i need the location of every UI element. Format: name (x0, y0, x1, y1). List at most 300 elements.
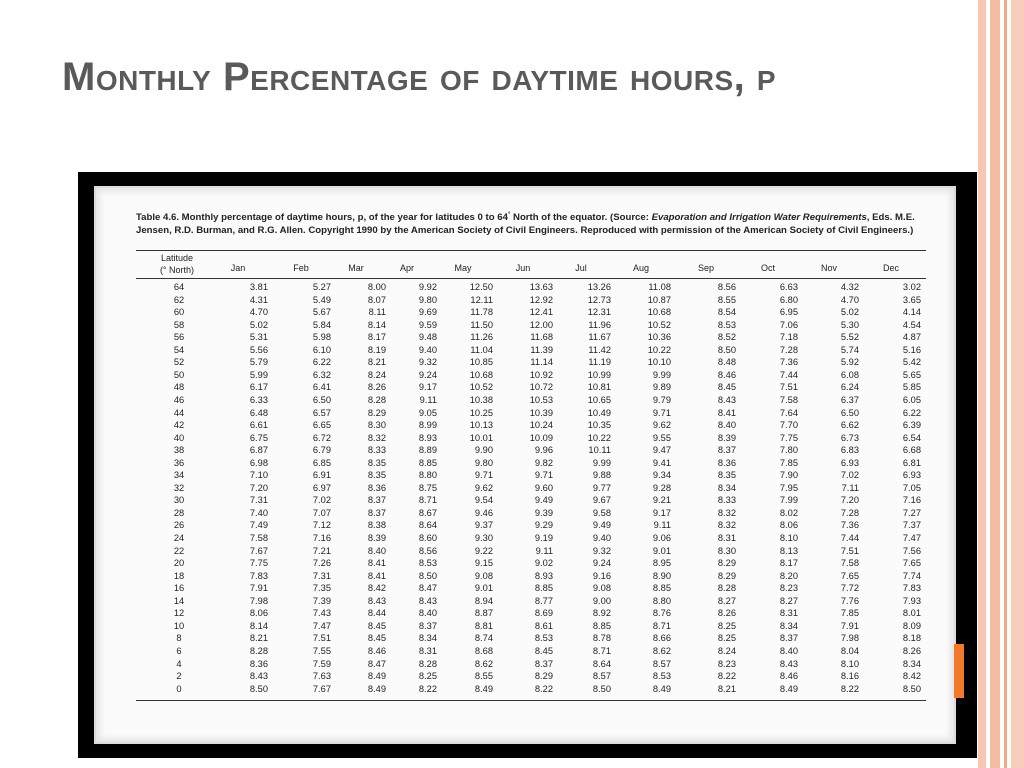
value-cell: 8.26 (367, 382, 386, 393)
value-cell: 9.39 (534, 507, 553, 518)
latitude-cell: 42 (173, 420, 185, 431)
table-row (136, 508, 926, 520)
value-cell: 6.24 (840, 382, 859, 393)
value-cell: 7.75 (249, 558, 268, 569)
value-cell: 6.57 (312, 407, 331, 418)
value-cell: 8.36 (367, 482, 386, 493)
value-cell: 7.36 (779, 357, 798, 368)
value-cell: 5.84 (312, 319, 331, 330)
value-cell: 8.22 (534, 683, 553, 694)
value-cell: 6.93 (840, 457, 859, 468)
value-cell: 9.37 (474, 520, 493, 531)
value-cell: 4.32 (840, 282, 859, 292)
value-cell: 8.26 (902, 645, 921, 656)
value-cell: 7.58 (779, 394, 798, 405)
value-cell: 9.30 (474, 533, 493, 543)
value-cell: 5.92 (840, 357, 859, 368)
value-cell: 12.11 (470, 294, 493, 305)
month-header: Jan (230, 263, 246, 273)
value-cell: 8.16 (840, 671, 859, 682)
value-cell: 8.45 (717, 382, 736, 393)
value-cell: 4.87 (902, 332, 921, 343)
table-row (136, 520, 926, 532)
value-cell: 8.40 (418, 608, 437, 619)
value-cell: 7.18 (779, 332, 798, 343)
value-cell: 7.56 (902, 545, 921, 556)
value-cell: 8.36 (717, 457, 736, 468)
latitude-cell: 44 (173, 407, 185, 418)
month-header: Dec (882, 263, 899, 273)
caption-lead: Table 4.6. (136, 212, 180, 224)
value-cell: 8.20 (779, 570, 798, 581)
value-cell: 8.06 (779, 520, 798, 531)
table-row (136, 282, 926, 294)
value-cell: 11.04 (470, 344, 493, 355)
value-cell: 8.41 (717, 407, 736, 418)
value-cell: 10.99 (587, 369, 611, 380)
value-cell: 9.71 (474, 470, 493, 481)
value-cell: 5.30 (840, 319, 859, 330)
value-cell: 5.65 (902, 369, 921, 380)
value-cell: 8.31 (418, 645, 437, 656)
value-cell: 7.91 (840, 620, 859, 631)
latitude-header (142, 252, 212, 276)
value-cell: 9.48 (418, 332, 437, 343)
value-cell: 11.78 (470, 307, 493, 318)
value-cell: 7.26 (312, 558, 331, 569)
value-cell: 8.45 (534, 645, 553, 656)
value-cell: 8.21 (717, 683, 736, 694)
table-row (136, 633, 926, 645)
value-cell: 8.35 (367, 470, 386, 481)
latitude-cell: 48 (173, 382, 185, 393)
value-cell: 9.02 (534, 558, 553, 569)
value-cell: 7.11 (841, 482, 859, 493)
value-cell: 7.65 (840, 570, 859, 581)
value-cell: 8.27 (779, 595, 798, 606)
value-cell: 5.98 (312, 332, 331, 343)
value-cell: 8.29 (717, 570, 736, 581)
value-cell: 8.99 (418, 420, 437, 431)
value-cell: 8.21 (249, 633, 268, 644)
value-cell: 8.32 (717, 507, 736, 518)
value-cell: 11.68 (530, 332, 553, 343)
value-cell: 7.05 (902, 482, 921, 493)
value-cell: 9.40 (592, 533, 611, 543)
value-cell: 8.25 (717, 620, 736, 631)
table-image-frame (78, 172, 977, 758)
value-cell: 8.41 (367, 558, 386, 569)
value-cell: 8.87 (474, 608, 493, 619)
value-cell: 6.97 (312, 482, 331, 493)
table-row (136, 370, 926, 382)
value-cell: 12.00 (529, 319, 553, 330)
value-cell: 7.80 (779, 445, 798, 456)
value-cell: 9.11 (419, 394, 437, 405)
value-cell: 9.77 (592, 482, 611, 493)
table-row (136, 445, 926, 457)
latitude-cell: 0 (176, 683, 182, 694)
value-cell: 8.50 (717, 344, 736, 355)
accent-mark (954, 644, 964, 698)
value-cell: 8.28 (367, 394, 386, 405)
value-cell: 8.75 (418, 482, 437, 493)
value-cell: 7.65 (902, 558, 921, 569)
value-cell: 8.49 (779, 683, 798, 694)
value-cell: 8.60 (418, 533, 437, 543)
value-cell: 8.30 (717, 545, 736, 556)
value-cell: 8.49 (367, 671, 386, 682)
value-cell: 8.50 (902, 683, 921, 694)
value-cell: 5.27 (312, 282, 331, 292)
table-row (136, 345, 926, 357)
value-cell: 7.47 (902, 533, 921, 543)
value-cell: 6.50 (840, 407, 859, 418)
value-cell: 8.62 (652, 645, 671, 656)
value-cell: 8.28 (717, 583, 736, 594)
latitude-cell: 56 (173, 332, 185, 343)
value-cell: 8.35 (367, 457, 386, 468)
value-cell: 8.37 (367, 507, 386, 518)
decor-stripe (990, 0, 1000, 768)
value-cell: 6.61 (249, 420, 268, 431)
value-cell: 8.09 (902, 620, 921, 631)
value-cell: 8.07 (367, 294, 386, 305)
value-cell: 3.81 (249, 282, 268, 292)
decor-stripe (1004, 0, 1007, 768)
value-cell: 5.99 (249, 369, 268, 380)
value-cell: 8.34 (779, 620, 798, 631)
value-cell: 8.22 (840, 683, 859, 694)
value-cell: 8.49 (367, 683, 386, 694)
value-cell: 8.39 (717, 432, 736, 443)
value-cell: 8.31 (779, 608, 798, 619)
value-cell: 9.67 (592, 495, 611, 506)
value-cell: 6.22 (312, 357, 331, 368)
value-cell: 4.70 (249, 307, 268, 318)
value-cell: 8.42 (367, 583, 386, 594)
value-cell: 7.31 (312, 570, 331, 581)
value-cell: 8.34 (717, 482, 736, 493)
value-cell: 9.22 (474, 545, 493, 556)
month-header: Mar (348, 263, 364, 273)
value-cell: 8.90 (652, 570, 671, 581)
value-cell: 10.22 (647, 344, 671, 355)
value-cell: 8.27 (717, 595, 736, 606)
value-cell: 7.12 (312, 520, 331, 531)
table-row (136, 458, 926, 470)
month-header: Apr (399, 263, 414, 273)
value-cell: 8.46 (717, 369, 736, 380)
table-top-rule (136, 250, 926, 251)
value-cell: 12.31 (587, 307, 611, 318)
value-cell: 5.79 (249, 357, 268, 368)
value-cell: 8.22 (717, 671, 736, 682)
value-cell: 7.27 (902, 507, 921, 518)
value-cell: 8.56 (717, 282, 736, 292)
latitude-cell: 30 (173, 495, 185, 506)
table-row (136, 320, 926, 332)
value-cell: 8.48 (717, 357, 736, 368)
value-cell: 6.68 (902, 445, 921, 456)
latitude-header-line: Latitude (160, 253, 194, 263)
table-row (136, 621, 926, 633)
value-cell: 7.49 (249, 520, 268, 531)
value-cell: 10.72 (529, 382, 553, 393)
value-cell: 8.85 (534, 583, 553, 594)
value-cell: 8.76 (652, 608, 671, 619)
table-row (136, 646, 926, 658)
value-cell: 5.49 (312, 294, 331, 305)
value-cell: 8.02 (779, 507, 798, 518)
table-caption (136, 209, 936, 237)
value-cell: 9.60 (534, 482, 553, 493)
value-cell: 9.41 (652, 457, 671, 468)
value-cell: 8.92 (592, 608, 611, 619)
value-cell: 8.37 (717, 445, 736, 456)
value-cell: 7.59 (312, 658, 331, 669)
value-cell: 9.92 (418, 282, 437, 292)
value-cell: 6.98 (249, 457, 268, 468)
value-cell: 5.16 (902, 344, 921, 355)
value-cell: 8.30 (367, 420, 386, 431)
value-cell: 9.54 (474, 495, 493, 506)
value-cell: 8.29 (367, 407, 386, 418)
value-cell: 7.51 (312, 633, 331, 644)
value-cell: 8.71 (652, 620, 671, 631)
value-cell: 9.21 (652, 495, 671, 506)
value-cell: 8.47 (367, 658, 386, 669)
value-cell: 5.67 (312, 307, 331, 318)
latitude-cell: 40 (173, 432, 185, 443)
table-row (136, 684, 926, 696)
value-cell: 7.07 (312, 507, 331, 518)
value-cell: 8.66 (652, 633, 671, 644)
value-cell: 8.71 (418, 495, 437, 506)
value-cell: 6.91 (312, 470, 331, 481)
value-cell: 8.64 (592, 658, 611, 669)
value-cell: 7.06 (779, 319, 798, 330)
value-cell: 9.11 (535, 545, 553, 556)
value-cell: 7.99 (779, 495, 798, 506)
value-cell: 9.24 (418, 369, 437, 380)
value-cell: 10.10 (647, 357, 671, 368)
value-cell: 6.50 (312, 394, 331, 405)
value-cell: 3.65 (902, 294, 921, 305)
caption-text: North of the equator. (Source: (510, 212, 652, 224)
value-cell: 8.38 (367, 520, 386, 531)
value-cell: 7.63 (312, 671, 331, 682)
value-cell: 8.33 (717, 495, 736, 506)
value-cell: 7.91 (249, 583, 268, 594)
value-cell: 8.49 (474, 683, 493, 694)
latitude-cell: 46 (173, 394, 185, 405)
value-cell: 6.75 (249, 432, 268, 443)
value-cell: 6.39 (902, 420, 921, 431)
caption-text: Monthly percentage of daytime hours, p, of the year for latitudes 0 to 64 (179, 212, 508, 224)
value-cell: 8.43 (717, 394, 736, 405)
value-cell: 7.58 (840, 558, 859, 569)
value-cell: 8.57 (592, 671, 611, 682)
value-cell: 8.29 (717, 558, 736, 569)
value-cell: 10.85 (469, 357, 493, 368)
value-cell: 8.55 (717, 294, 736, 305)
value-cell: 11.42 (588, 344, 611, 355)
value-cell: 10.92 (529, 369, 553, 380)
latitude-cell: 52 (173, 357, 185, 368)
value-cell: 3.02 (902, 282, 921, 292)
value-cell: 8.23 (717, 658, 736, 669)
value-cell: 9.62 (652, 420, 671, 431)
value-cell: 8.23 (779, 583, 798, 594)
value-cell: 10.49 (587, 407, 611, 418)
value-cell: 10.87 (647, 294, 671, 305)
value-cell: 8.43 (779, 658, 798, 669)
table-bottom-rule (136, 700, 926, 701)
value-cell: 13.26 (587, 282, 611, 292)
value-cell: 6.63 (779, 282, 798, 292)
value-cell: 8.47 (418, 583, 437, 594)
value-cell: 8.53 (652, 671, 671, 682)
value-cell: 9.99 (592, 457, 611, 468)
value-cell: 10.52 (469, 382, 493, 393)
value-cell: 8.85 (418, 457, 437, 468)
value-cell: 5.31 (249, 332, 268, 343)
latitude-cell: 24 (173, 533, 185, 543)
value-cell: 8.57 (652, 658, 671, 669)
value-cell: 9.01 (652, 545, 671, 556)
value-cell: 8.81 (474, 620, 493, 631)
month-header: Sep (697, 263, 714, 273)
latitude-cell: 22 (173, 545, 185, 556)
value-cell: 8.14 (249, 620, 268, 631)
value-cell: 9.17 (418, 382, 437, 393)
value-cell: 8.10 (779, 533, 798, 543)
value-cell: 7.16 (312, 533, 331, 543)
value-cell: 6.62 (840, 420, 859, 431)
value-cell: 8.44 (367, 608, 386, 619)
value-cell: 8.68 (474, 645, 493, 656)
value-cell: 9.32 (592, 545, 611, 556)
value-cell: 8.00 (367, 282, 386, 292)
value-cell: 12.41 (529, 307, 553, 318)
value-cell: 6.85 (312, 457, 331, 468)
value-cell: 9.89 (652, 382, 671, 393)
month-header: Oct (760, 263, 775, 273)
latitude-cell: 58 (173, 319, 185, 330)
value-cell: 8.28 (418, 658, 437, 669)
value-cell: 10.52 (647, 319, 671, 330)
value-cell: 11.67 (588, 332, 611, 343)
value-cell: 7.95 (779, 482, 798, 493)
value-cell: 7.93 (902, 595, 921, 606)
value-cell: 9.08 (592, 583, 611, 594)
value-cell: 8.06 (249, 608, 268, 619)
value-cell: 10.35 (587, 420, 611, 431)
value-cell: 8.24 (367, 369, 386, 380)
value-cell: 8.04 (840, 645, 859, 656)
latitude-cell: 4 (176, 658, 182, 669)
value-cell: 7.85 (840, 608, 859, 619)
caption-degree: ° (507, 212, 511, 218)
month-header: Aug (632, 263, 649, 273)
value-cell: 10.11 (588, 445, 611, 456)
value-cell: 11.19 (588, 357, 611, 368)
value-cell: 8.45 (367, 633, 386, 644)
value-cell: 7.75 (779, 432, 798, 443)
value-cell: 7.02 (840, 470, 859, 481)
slide-title: Monthly Percentage of daytime hours, p (62, 55, 777, 99)
value-cell: 8.26 (717, 608, 736, 619)
value-cell: 9.49 (534, 495, 553, 506)
table-row (136, 495, 926, 507)
value-cell: 7.76 (840, 595, 859, 606)
value-cell: 8.53 (717, 319, 736, 330)
value-cell: 8.95 (652, 558, 671, 569)
value-cell: 7.83 (249, 570, 268, 581)
caption-text: , Eds. M.E. Jensen, R.D. Burman, and R.G. Allen. Copyright 1990 by the American Society of Civil Engineers. Reproduced with permission of the American Society of Civil Engineers.) (136, 212, 915, 237)
value-cell: 7.28 (779, 344, 798, 355)
latitude-cell: 14 (173, 595, 185, 606)
value-cell: 7.98 (840, 633, 859, 644)
value-cell: 8.39 (367, 533, 386, 543)
value-cell: 8.17 (367, 332, 386, 343)
value-cell: 10.38 (469, 394, 493, 405)
value-cell: 7.47 (312, 620, 331, 631)
value-cell: 6.79 (312, 445, 331, 456)
value-cell: 8.85 (592, 620, 611, 631)
value-cell: 8.25 (717, 633, 736, 644)
value-cell: 8.78 (592, 633, 611, 644)
value-cell: 8.34 (902, 658, 921, 669)
value-cell: 10.68 (647, 307, 671, 318)
value-cell: 7.39 (312, 595, 331, 606)
value-cell: 8.45 (367, 620, 386, 631)
value-cell: 9.69 (418, 307, 437, 318)
value-cell: 8.37 (534, 658, 553, 669)
value-cell: 8.37 (367, 495, 386, 506)
value-cell: 7.74 (902, 570, 921, 581)
value-cell: 8.46 (367, 645, 386, 656)
value-cell: 9.71 (652, 407, 671, 418)
value-cell: 6.81 (902, 457, 921, 468)
latitude-cell: 2 (176, 671, 182, 682)
value-cell: 7.21 (312, 545, 331, 556)
value-cell: 8.64 (418, 520, 437, 531)
value-cell: 8.37 (779, 633, 798, 644)
value-cell: 10.22 (587, 432, 611, 443)
value-cell: 9.71 (534, 470, 553, 481)
value-cell: 8.21 (367, 357, 386, 368)
month-header: Feb (293, 263, 309, 273)
value-cell: 8.18 (902, 633, 921, 644)
table-row (136, 307, 926, 319)
value-cell: 8.43 (249, 671, 268, 682)
value-cell: 8.50 (249, 683, 268, 694)
value-cell: 7.10 (249, 470, 268, 481)
value-cell: 8.61 (534, 620, 553, 631)
value-cell: 7.83 (902, 583, 921, 594)
value-cell: 8.71 (592, 645, 611, 656)
value-cell: 7.44 (840, 533, 859, 543)
value-cell: 11.14 (530, 357, 553, 368)
table-row (136, 382, 926, 394)
value-cell: 8.55 (474, 671, 493, 682)
latitude-cell: 28 (173, 507, 185, 518)
value-cell: 7.35 (312, 583, 331, 594)
value-cell: 10.24 (529, 420, 553, 431)
value-cell: 8.35 (717, 470, 736, 481)
